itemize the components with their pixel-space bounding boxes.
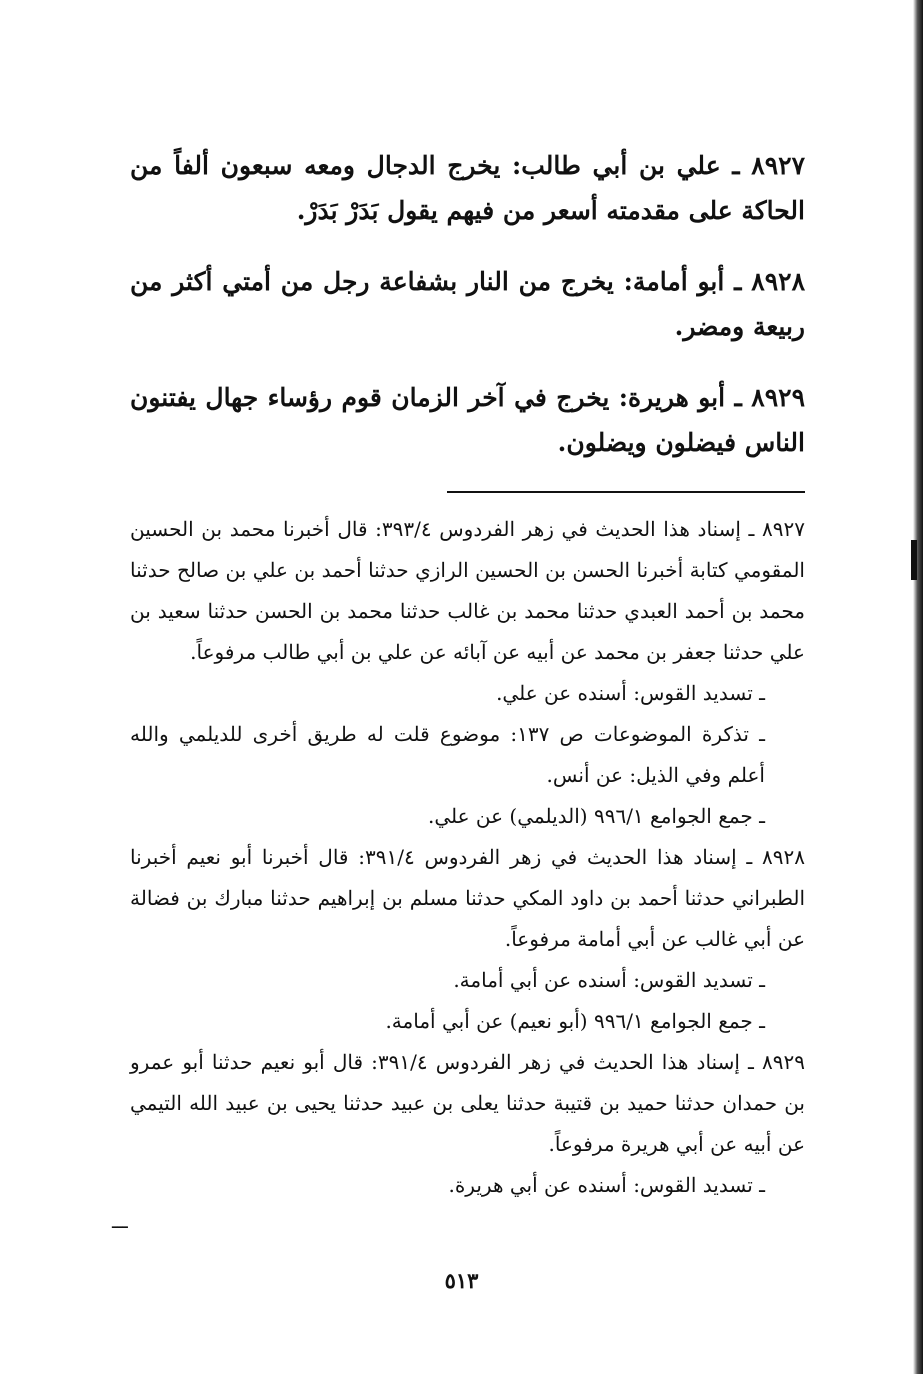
hadith-text: يخرج الدجال ومعه سبعون ألفاً من الحاكة على مقدمته أسعر من فيهم يقول بَدَرْ بَدَرْ. [130, 151, 805, 225]
hadith-number: ٨٩٢٨ [751, 267, 805, 296]
footnote-source: ـ جمع الجوامع ٩٩٦/١ (الديلمي) عن علي. [427, 804, 765, 828]
footnote-number: ٨٩٢٧ [762, 517, 805, 541]
footnote-source: ـ جمع الجوامع ٩٩٦/١ (أبو نعيم) عن أبي أمامة. [385, 1009, 765, 1033]
page-number: ٥١٣ [444, 1268, 479, 1293]
footnote-isnad-text: إسناد هذا الحديث في زهر الفردوس ٣٩١/٤: قال أخبرنا أبو نعيم أخبرنا الطبراني حدثنا أحمد بن داود المكي حدثنا مسلم بن إبراهيم حدثنا مبارك بن فضالة عن أبي غالب عن أبي أمامة مرفوعاً. [130, 845, 806, 951]
footnote-source: ـ تذكرة الموضوعات ص ١٣٧: موضوع قلت له طريق أخرى للديلمي والله أعلم وفي الذيل: عن أنس. [130, 722, 765, 787]
footnote-isnad-text: إسناد هذا الحديث في زهر الفردوس ٣٩٣/٤: قال أخبرنا محمد بن الحسين المقومي كتابة أخبرنا الحسن بن الحسين الرازي حدثنا أحمد بن علي بن صالح حدثنا محمد بن أحمد العبدي حدثنا محمد بن غالب حدثنا محمد بن الحسن حدثنا سعيد بن علي حدثنا جعفر بن محمد عن أبيه عن آبائه عن علي بن أبي طالب مرفوعاً. [130, 517, 805, 664]
page-edge-shadow [913, 0, 923, 1374]
footnote-8928-isnad: ٨٩٢٨ ـ إسناد هذا الحديث في زهر الفردوس ٣٩١/٤: قال أخبرنا أبو نعيم أخبرنا الطبراني حدثنا أحمد بن داود المكي حدثنا مسلم بن إبراهيم حدثنا مبارك بن فضالة عن أبي غالب عن أبي أمامة مرفوعاً. [130, 845, 806, 951]
footnote-separator [130, 491, 805, 493]
hadith-8927: ٨٩٢٧ ـ علي بن أبي طالب: يخرج الدجال ومعه سبعون ألفاً من الحاكة على مقدمته أسعر من فيهم يقول بَدَرْ بَدَرْ. [130, 151, 805, 225]
hadith-number: ٨٩٢٩ [751, 383, 806, 412]
hadith-8929: ٨٩٢٩ ـ أبو هريرة: يخرج في آخر الزمان قوم رؤساء جهال يفتنون الناس فيضلون ويضلون. [130, 383, 806, 457]
hadith-narrator: أبو أمامة [632, 267, 725, 296]
footnote-number: ٨٩٢٨ [762, 845, 805, 869]
footnote-number: ٨٩٢٩ [762, 1050, 805, 1074]
footnote-source: ـ تسديد القوس: أسنده عن علي. [496, 681, 765, 705]
footnote-source: ـ تسديد القوس: أسنده عن أبي هريرة. [448, 1173, 765, 1197]
hadith-narrator: علي بن أبي طالب [521, 151, 721, 180]
page-edge-mark [911, 540, 917, 580]
footnote-isnad-text: إسناد هذا الحديث في زهر الفردوس ٣٩١/٤: قال أبو نعيم حدثنا أبو عمرو بن حمدان حدثنا حميد بن قتيبة حدثنا يعلى بن عبيد حدثنا يحيى بن عبيد الله التيمي عن أبيه عن أبي هريرة مرفوعاً. [130, 1050, 805, 1156]
hadith-number: ٨٩٢٧ [751, 151, 805, 180]
page-content [130, 143, 805, 1206]
hadith-8928: ٨٩٢٨ ـ أبو أمامة: يخرج من النار بشفاعة رجل من أمتي أكثر من ربيعة ومضر. [130, 267, 805, 341]
margin-mark: ـــ [112, 1212, 128, 1233]
hadith-narrator: أبو هريرة [628, 383, 726, 412]
footnote-8927-isnad: ٨٩٢٧ ـ إسناد هذا الحديث في زهر الفردوس ٣٩٣/٤: قال أخبرنا محمد بن الحسين المقومي كتابة أخبرنا الحسن بن الحسين الرازي حدثنا أحمد بن علي بن صالح حدثنا محمد بن أحمد العبدي حدثنا محمد بن غالب حدثنا محمد بن الحسن حدثنا سعيد بن علي حدثنا جعفر بن محمد عن أبيه عن آبائه عن علي بن أبي طالب مرفوعاً. [130, 517, 805, 664]
footnote-8929-isnad: ٨٩٢٩ ـ إسناد هذا الحديث في زهر الفردوس ٣٩١/٤: قال أبو نعيم حدثنا أبو عمرو بن حمدان حدثنا حميد بن قتيبة حدثنا يعلى بن عبيد حدثنا يحيى بن عبيد الله التيمي عن أبيه عن أبي هريرة مرفوعاً. [130, 1050, 805, 1156]
hadith-text: يخرج من النار بشفاعة رجل من أمتي أكثر من ربيعة ومضر. [130, 267, 805, 341]
footnote-source: ـ تسديد القوس: أسنده عن أبي أمامة. [453, 968, 765, 992]
hadith-text: يخرج في آخر الزمان قوم رؤساء جهال يفتنون الناس فيضلون ويضلون. [130, 383, 805, 457]
